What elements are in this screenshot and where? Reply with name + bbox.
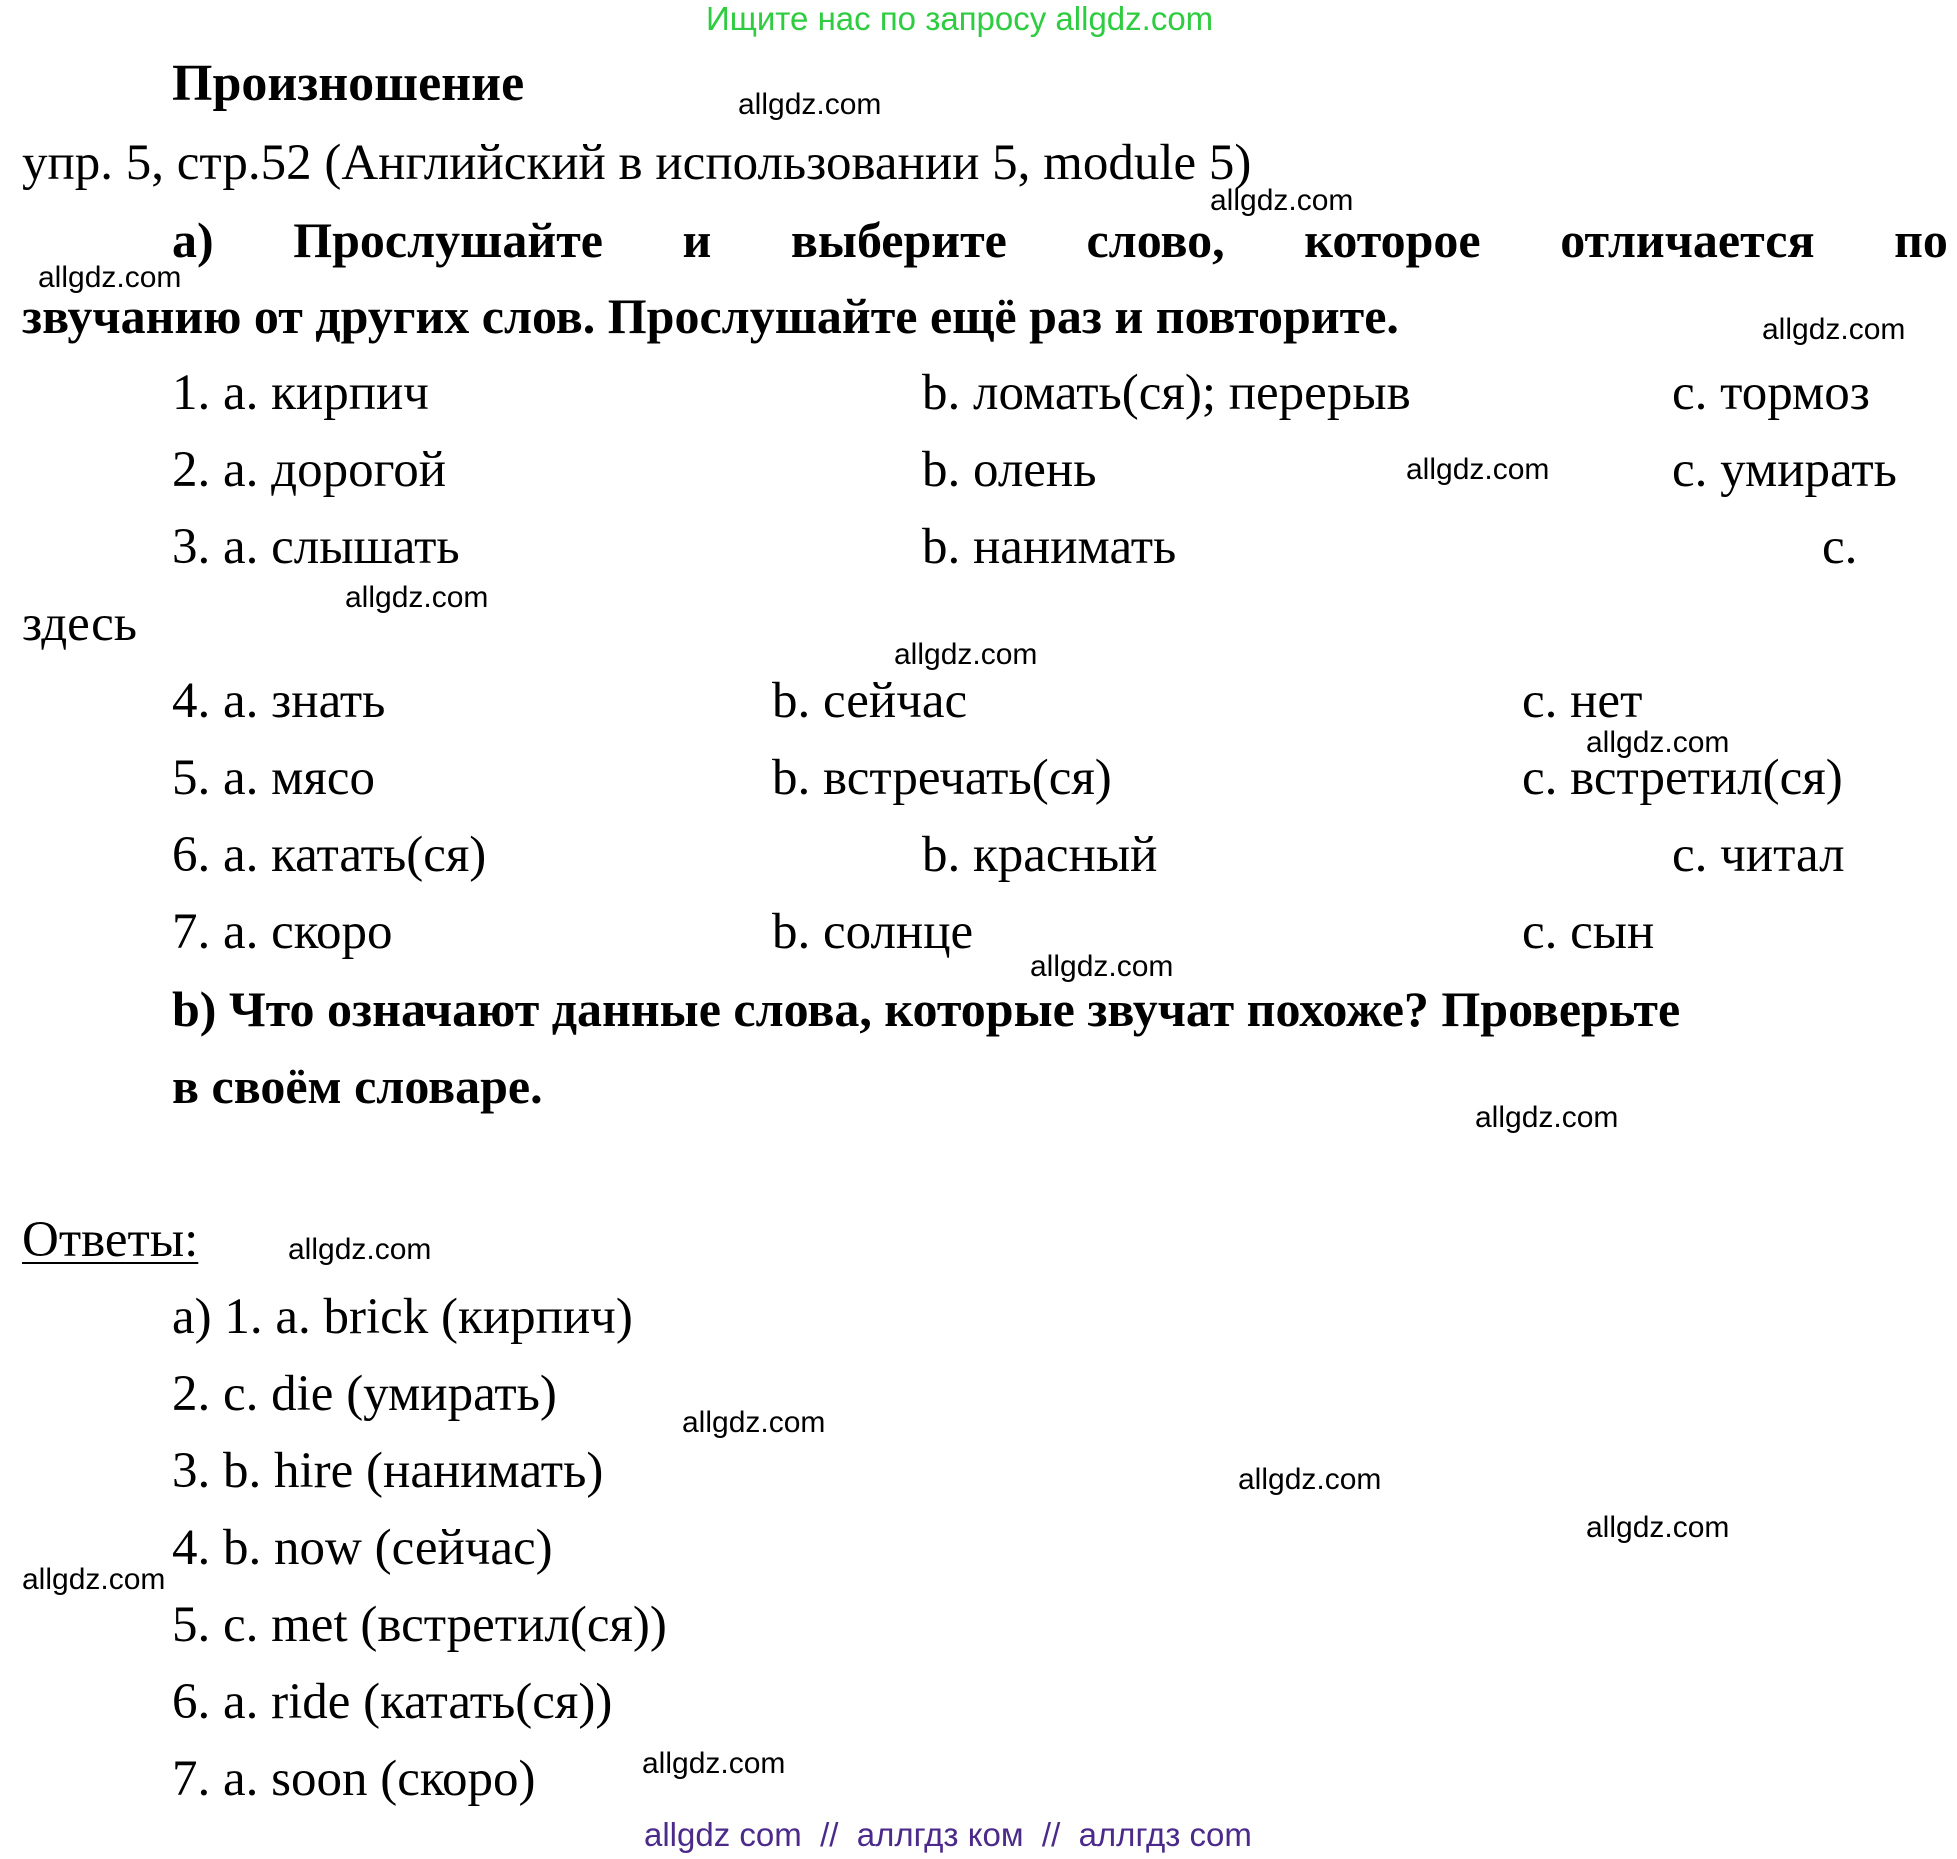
footer-links: allgdz com // аллгдз ком // аллгдз com bbox=[644, 1816, 1252, 1853]
watermark: allgdz.com bbox=[1586, 726, 1730, 759]
watermark: allgdz.com bbox=[894, 638, 1038, 671]
item-5-c: c. встретил(ся) bbox=[1522, 750, 1843, 806]
item-1-c: c. тормоз bbox=[1672, 365, 1870, 421]
watermark: allgdz.com bbox=[642, 1747, 786, 1780]
watermark: allgdz.com bbox=[1210, 184, 1354, 217]
item-4-c: c. нет bbox=[1522, 673, 1643, 729]
item-3-c: c. bbox=[1822, 519, 1858, 575]
task-a-word: Прослушайте bbox=[293, 212, 603, 268]
task-a-word: по bbox=[1894, 212, 1948, 268]
watermark: allgdz.com bbox=[22, 1563, 166, 1596]
watermark: allgdz.com bbox=[345, 581, 489, 614]
item-1-b: b. ломать(ся); перерыв bbox=[922, 365, 1411, 421]
task-a-word: выберите bbox=[790, 212, 1007, 268]
item-5-b: b. встречать(ся) bbox=[772, 750, 1112, 806]
item-2-a: 2. a. дорогой bbox=[172, 442, 447, 498]
answer-6: 6. a. ride (катать(ся)) bbox=[172, 1674, 613, 1730]
answer-5: 5. c. met (встретил(ся)) bbox=[172, 1597, 667, 1653]
item-4-b: b. сейчас bbox=[772, 673, 968, 729]
watermark: allgdz.com bbox=[1475, 1101, 1619, 1134]
item-3-b: b. нанимать bbox=[922, 519, 1177, 575]
watermark: allgdz.com bbox=[1406, 453, 1550, 486]
task-a-word: слово, bbox=[1086, 212, 1225, 268]
answers-title: Ответы: bbox=[22, 1212, 199, 1268]
item-2-b: b. олень bbox=[922, 442, 1097, 498]
exercise-reference: упр. 5, стр.52 (Английский в использовании 5, module 5) bbox=[22, 135, 1252, 191]
watermark: allgdz.com bbox=[1586, 1511, 1730, 1544]
item-7-c: c. сын bbox=[1522, 904, 1655, 960]
watermark: allgdz.com bbox=[38, 261, 182, 294]
watermark: allgdz.com bbox=[1030, 950, 1174, 983]
watermark: allgdz.com bbox=[738, 88, 882, 121]
item-4-a: 4. a. знать bbox=[172, 673, 386, 729]
task-a-line-1 bbox=[172, 211, 1948, 269]
item-7-b: b. солнце bbox=[772, 904, 974, 960]
answer-3: 3. b. hire (нанимать) bbox=[172, 1443, 604, 1499]
item-3-a: 3. a. слышать bbox=[172, 519, 460, 575]
watermark: allgdz.com bbox=[288, 1233, 432, 1266]
answer-2: 2. c. die (умирать) bbox=[172, 1366, 557, 1422]
task-b-line-2: в своём словаре. bbox=[172, 1058, 543, 1114]
answer-7: 7. a. soon (скоро) bbox=[172, 1751, 536, 1807]
page-title: Произношение bbox=[172, 55, 525, 112]
task-a-word: которое bbox=[1304, 212, 1481, 268]
answer-1: a) 1. a. brick (кирпич) bbox=[172, 1289, 633, 1345]
task-a-word: а) bbox=[172, 212, 214, 268]
watermark: allgdz.com bbox=[1238, 1463, 1382, 1496]
item-7-a: 7. a. скоро bbox=[172, 904, 393, 960]
item-6-b: b. красный bbox=[922, 827, 1158, 883]
answer-4: 4. b. now (сейчас) bbox=[172, 1520, 553, 1576]
item-6-c: c. читал bbox=[1672, 827, 1845, 883]
item-2-c: c. умирать bbox=[1672, 442, 1897, 498]
item-3-c-continued: здесь bbox=[22, 596, 137, 652]
task-a-word: и bbox=[682, 212, 712, 268]
watermark: allgdz.com bbox=[1762, 313, 1906, 346]
top-banner: Ищите нас по запросу allgdz.com bbox=[706, 0, 1214, 37]
item-1-a: 1. a. кирпич bbox=[172, 365, 429, 421]
watermark: allgdz.com bbox=[682, 1406, 826, 1439]
item-6-a: 6. a. катать(ся) bbox=[172, 827, 487, 883]
task-b-line-1: b) Что означают данные слова, которые звучат похоже? Проверьте bbox=[172, 981, 1681, 1037]
task-a-word: отличается bbox=[1560, 212, 1815, 268]
task-a-line-2: звучанию от других слов. Прослушайте ещё раз и повторите. bbox=[22, 288, 1399, 344]
item-5-a: 5. a. мясо bbox=[172, 750, 376, 806]
